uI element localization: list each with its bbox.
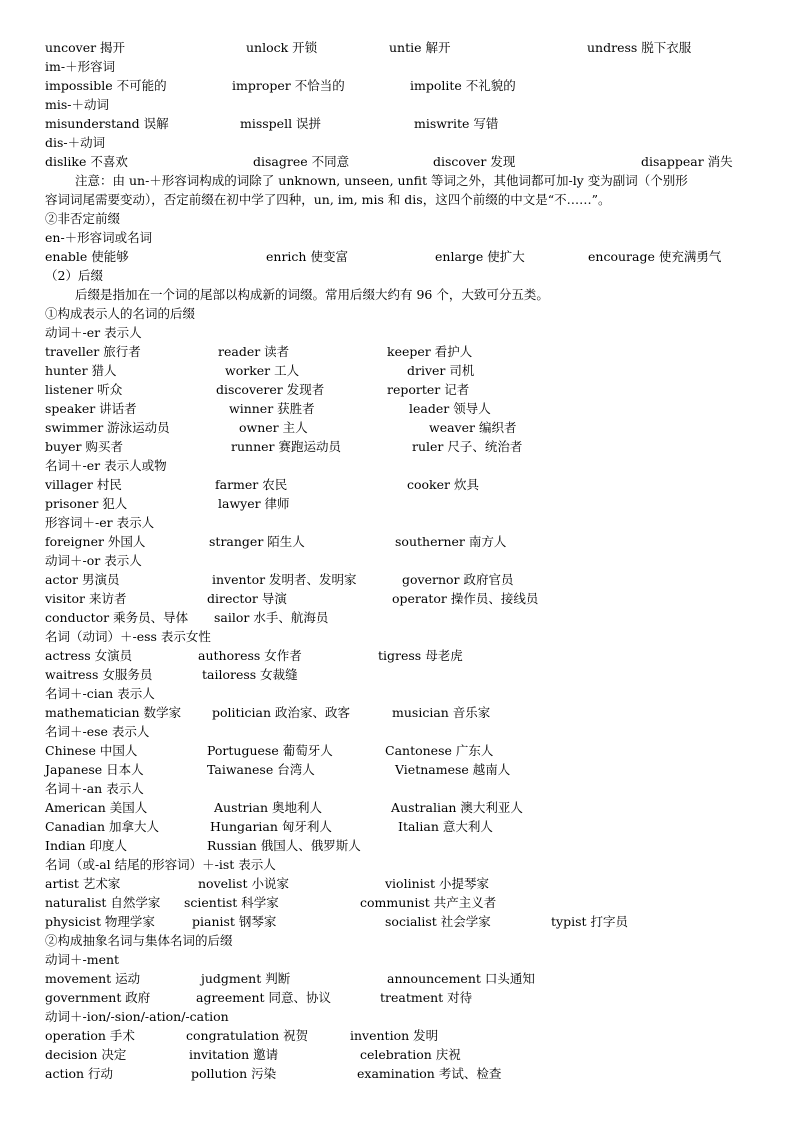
vocab-entry: reader 读者	[218, 344, 290, 359]
vocab-entry: judgment 判断	[201, 971, 291, 986]
vocab-entry: pianist 钢琴家	[192, 914, 277, 929]
vocab-entry: winner 获胜者	[229, 401, 315, 416]
vocab-row	[0, 646, 794, 665]
vocab-entry: inventor 发明者、发明家	[212, 572, 357, 587]
vocab-entry: stranger 陌生人	[209, 534, 305, 549]
vocab-row	[0, 589, 794, 608]
vocab-entry: waitress 女服务员	[45, 667, 153, 682]
section-heading: 名词＋-an 表示人	[45, 781, 144, 796]
vocab-row	[0, 532, 794, 551]
vocab-entry: politician 政治家、政客	[212, 705, 351, 720]
vocab-entry: unlock 开锁	[246, 40, 318, 55]
vocab-entry: enlarge 使扩大	[435, 249, 525, 264]
vocab-entry: treatment 对待	[380, 990, 473, 1005]
vocab-entry: actress 女演员	[45, 648, 133, 663]
vocab-row	[0, 342, 794, 361]
vocab-row	[0, 399, 794, 418]
vocab-entry: operation 手术	[45, 1028, 135, 1043]
vocab-entry: keeper 看护人	[387, 344, 473, 359]
section-heading: 动词＋-ion/-sion/-ation/-cation	[45, 1009, 229, 1024]
vocab-entry: dislike 不喜欢	[45, 154, 128, 169]
vocab-entry: worker 工人	[225, 363, 300, 378]
vocab-entry: naturalist 自然学家	[45, 895, 161, 910]
vocab-entry: artist 艺术家	[45, 876, 121, 891]
vocab-row	[0, 912, 794, 931]
vocab-row	[0, 570, 794, 589]
section-heading: im-＋形容词	[45, 59, 116, 74]
vocab-entry: Australian 澳大利亚人	[391, 800, 523, 815]
vocab-entry: invention 发明	[350, 1028, 439, 1043]
vocab-entry: weaver 编织者	[429, 420, 517, 435]
vocab-entry: governor 政府官员	[402, 572, 514, 587]
vocab-entry: southerner 南方人	[395, 534, 507, 549]
section-heading: 动词＋-or 表示人	[45, 553, 142, 568]
section-heading: 名词（动词）＋-ess 表示女性	[45, 629, 211, 644]
vocab-entry: operator 操作员、接线员	[392, 591, 539, 606]
section-heading: 形容词＋-er 表示人	[45, 515, 155, 530]
vocab-entry: owner 主人	[239, 420, 308, 435]
vocab-row	[0, 608, 794, 627]
vocab-entry: improper 不恰当的	[232, 78, 345, 93]
vocab-entry: buyer 购买者	[45, 439, 123, 454]
vocab-entry: Italian 意大利人	[398, 819, 493, 834]
vocab-entry: musician 音乐家	[392, 705, 491, 720]
vocab-row	[0, 760, 794, 779]
vocab-entry: impossible 不可能的	[45, 78, 167, 93]
vocab-entry: movement 运动	[45, 971, 141, 986]
section-heading: 名词（或-al 结尾的形容词）＋-ist 表示人	[45, 857, 276, 872]
vocab-row	[0, 494, 794, 513]
vocab-row	[0, 418, 794, 437]
section-heading: dis-＋动词	[45, 135, 106, 150]
vocab-row	[0, 665, 794, 684]
vocab-entry: cooker 炊具	[407, 477, 479, 492]
vocab-row	[0, 152, 794, 171]
vocab-entry: Hungarian 匈牙利人	[210, 819, 332, 834]
section-heading: en-＋形容词或名词	[45, 230, 153, 245]
document-page	[0, 38, 794, 1083]
vocab-entry: misspell 误拼	[240, 116, 322, 131]
vocab-entry: miswrite 写错	[414, 116, 499, 131]
vocab-entry: discover 发现	[433, 154, 516, 169]
vocab-entry: runner 赛跑运动员	[231, 439, 341, 454]
vocab-entry: Portuguese 葡萄牙人	[207, 743, 333, 758]
vocab-entry: disagree 不同意	[253, 154, 350, 169]
vocab-entry: action 行动	[45, 1066, 114, 1081]
vocab-row	[0, 1064, 794, 1083]
vocab-row	[0, 76, 794, 95]
vocab-entry: communist 共产主义者	[360, 895, 497, 910]
vocab-row	[0, 380, 794, 399]
section-heading: ①构成表示人的名词的后缀	[45, 306, 196, 321]
vocab-entry: farmer 农民	[215, 477, 288, 492]
vocab-entry: examination 考试、检查	[357, 1066, 502, 1081]
vocab-entry: uncover 揭开	[45, 40, 126, 55]
vocab-entry: celebration 庆祝	[360, 1047, 461, 1062]
note-paragraph: 注意：由 un-＋形容词构成的词除了 unknown, unseen, unfit 等词之外，其他词都可加-ly 变为副词（个别形	[75, 173, 688, 188]
vocab-row	[0, 836, 794, 855]
vocab-row	[0, 1026, 794, 1045]
vocab-entry: violinist 小提琴家	[385, 876, 490, 891]
vocab-entry: congratulation 祝贺	[186, 1028, 309, 1043]
vocab-row	[0, 874, 794, 893]
vocab-entry: disappear 消失	[641, 154, 733, 169]
vocab-entry: leader 领导人	[409, 401, 491, 416]
vocab-entry: Cantonese 广东人	[385, 743, 494, 758]
vocab-entry: novelist 小说家	[198, 876, 289, 891]
vocab-entry: typist 打字员	[551, 914, 628, 929]
vocab-entry: scientist 科学家	[184, 895, 279, 910]
vocab-entry: conductor 乘务员、导体	[45, 610, 189, 625]
vocab-entry: physicist 物理学家	[45, 914, 155, 929]
vocab-entry: Chinese 中国人	[45, 743, 138, 758]
vocab-entry: tigress 母老虎	[378, 648, 463, 663]
vocab-entry: ruler 尺子、统治者	[412, 439, 523, 454]
section-heading: 名词＋-er 表示人或物	[45, 458, 167, 473]
vocab-row	[0, 361, 794, 380]
vocab-entry: listener 听众	[45, 382, 123, 397]
vocab-entry: director 导演	[207, 591, 287, 606]
vocab-entry: traveller 旅行者	[45, 344, 141, 359]
vocab-entry: hunter 猎人	[45, 363, 117, 378]
vocab-entry: socialist 社会学家	[385, 914, 491, 929]
vocab-row	[0, 38, 794, 57]
vocab-entry: impolite 不礼貌的	[410, 78, 516, 93]
vocab-entry: decision 决定	[45, 1047, 127, 1062]
vocab-entry: announcement 口头通知	[387, 971, 535, 986]
vocab-entry: pollution 污染	[191, 1066, 277, 1081]
vocab-entry: discoverer 发现者	[216, 382, 325, 397]
section-heading: ②非否定前缀	[45, 211, 121, 226]
section-heading: ②构成抽象名词与集体名词的后缀	[45, 933, 233, 948]
vocab-entry: reporter 记者	[387, 382, 470, 397]
vocab-entry: Vietnamese 越南人	[395, 762, 511, 777]
section-heading: 名词＋-cian 表示人	[45, 686, 155, 701]
vocab-entry: Taiwanese 台湾人	[207, 762, 315, 777]
vocab-entry: mathematician 数学家	[45, 705, 182, 720]
vocab-entry: driver 司机	[407, 363, 475, 378]
vocab-entry: lawyer 律师	[218, 496, 290, 511]
vocab-row	[0, 798, 794, 817]
vocab-entry: speaker 讲话者	[45, 401, 137, 416]
vocab-entry: visitor 来访者	[45, 591, 127, 606]
vocab-entry: Russian 俄国人、俄罗斯人	[207, 838, 361, 853]
vocab-row	[0, 988, 794, 1007]
section-heading: 名词＋-ese 表示人	[45, 724, 150, 739]
vocab-entry: prisoner 犯人	[45, 496, 128, 511]
vocab-row	[0, 703, 794, 722]
vocab-entry: villager 村民	[45, 477, 122, 492]
vocab-row	[0, 817, 794, 836]
section-heading: 动词＋-ment	[45, 952, 120, 967]
vocab-entry: encourage 使充满勇气	[588, 249, 722, 264]
vocab-entry: American 美国人	[45, 800, 148, 815]
vocab-row	[0, 969, 794, 988]
vocab-row	[0, 437, 794, 456]
vocab-entry: sailor 水手、航海员	[214, 610, 329, 625]
vocab-entry: Japanese 日本人	[45, 762, 144, 777]
vocab-entry: untie 解开	[389, 40, 451, 55]
vocab-entry: Canadian 加拿大人	[45, 819, 159, 834]
vocab-entry: misunderstand 误解	[45, 116, 169, 131]
vocab-entry: authoress 女作者	[198, 648, 302, 663]
vocab-entry: actor 男演员	[45, 572, 120, 587]
note-paragraph: 后缀是指加在一个词的尾部以构成新的词缀。常用后缀大约有 96 个，大致可分五类。	[75, 287, 549, 302]
vocab-entry: undress 脱下衣服	[587, 40, 692, 55]
note-paragraph: 容词词尾需要变动），否定前缀在初中学了四种，un, im, mis 和 dis，这四个前缀的中文是“不……”。	[45, 192, 611, 207]
vocab-row	[0, 114, 794, 133]
vocab-entry: Indian 印度人	[45, 838, 127, 853]
vocab-entry: tailoress 女裁缝	[202, 667, 298, 682]
section-heading: （2）后缀	[45, 268, 103, 283]
vocab-row	[0, 741, 794, 760]
vocab-row	[0, 893, 794, 912]
vocab-entry: foreigner 外国人	[45, 534, 146, 549]
vocab-entry: Austrian 奥地利人	[214, 800, 322, 815]
vocab-entry: agreement 同意、协议	[196, 990, 332, 1005]
vocab-row	[0, 1045, 794, 1064]
section-heading: 动词＋-er 表示人	[45, 325, 142, 340]
vocab-entry: invitation 邀请	[189, 1047, 279, 1062]
vocab-row	[0, 475, 794, 494]
vocab-entry: government 政府	[45, 990, 151, 1005]
vocab-entry: enable 使能够	[45, 249, 129, 264]
vocab-row	[0, 247, 794, 266]
vocab-entry: swimmer 游泳运动员	[45, 420, 170, 435]
vocab-entry: enrich 使变富	[266, 249, 348, 264]
section-heading: mis-＋动词	[45, 97, 109, 112]
